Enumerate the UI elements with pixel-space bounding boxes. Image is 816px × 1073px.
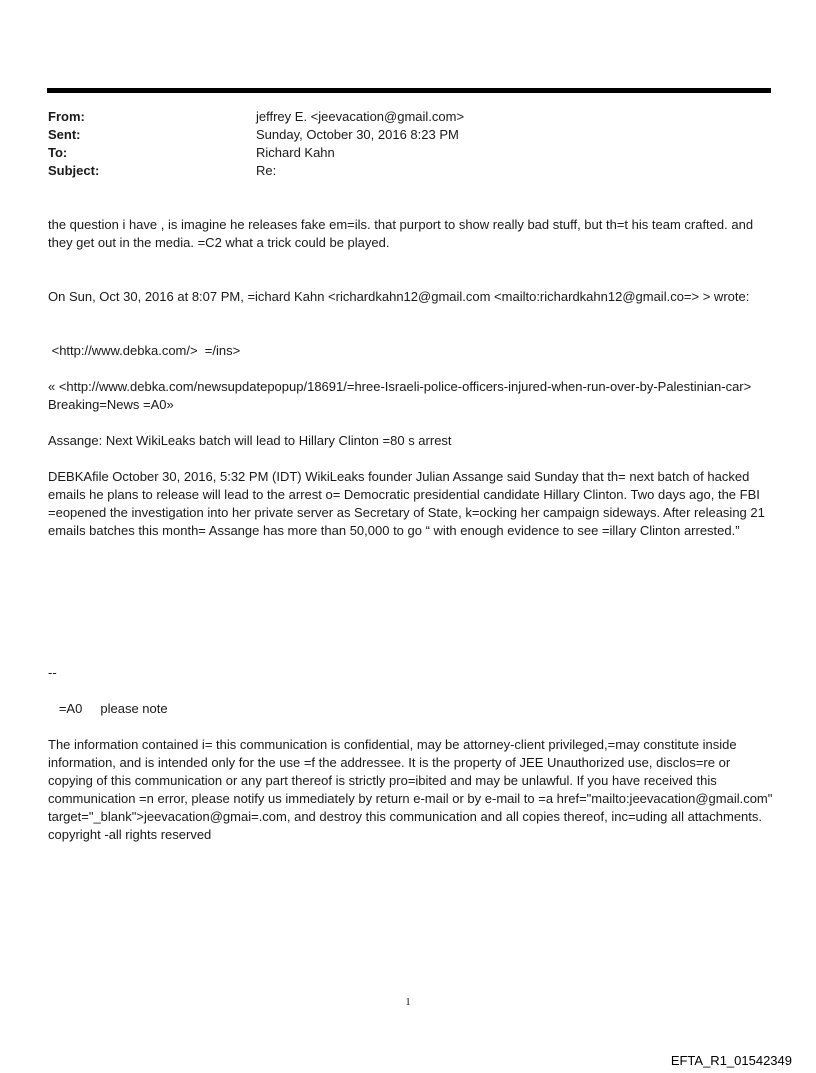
page-number: 1 <box>405 996 411 1008</box>
sent-label: Sent: <box>48 127 81 142</box>
article-body: DEBKAfile October 30, 2016, 5:32 PM (IDT) WikiLeaks founder Julian Assange said Sunday that th= next batch of hacked emails he plans to release will lead to the arrest o= Democratic presidential candidate Hillary Clinton. Two days ago, the FBI =eopened the investigation into her private server as Secretary of State, k=ocking her campaign sideways. After releasing 21 emails batches this month= Assange has more than 50,000 to go “ with enough evidence to see =illary Clinton arrested.” <box>48 469 765 538</box>
please-note-line: =A0 please note <box>48 701 168 716</box>
to-value: Richard Kahn <box>256 145 335 160</box>
sent-value: Sunday, October 30, 2016 8:23 PM <box>256 127 459 142</box>
from-value: jeffrey E. <jeevacation@gmail.com> <box>256 109 465 124</box>
subject-label: Subject: <box>48 163 100 178</box>
quote-header: On Sun, Oct 30, 2016 at 8:07 PM, =ichard Kahn <richardkahn12@gmail.com <mailto:richardkahn12@gmail.co=> > wrote: <box>48 289 750 304</box>
debka-link: <http://www.debka.com/> =/ins> <box>48 343 241 358</box>
reply-text: the question i have , is imagine he releases fake em=ils. that purport to show really bad stuff, but th=t his team crafted. and they get out in the media. =C2 what a trick could be played. <box>48 217 754 250</box>
header-rule <box>47 88 771 93</box>
from-label: From: <box>48 109 85 124</box>
breaking-news-line: « <http://www.debka.com/newsupdatepopup/18691/=hree-Israeli-police-officers-injured-when-run-over-by-Palestinian-car> Breaking=News =A0» <box>48 379 752 412</box>
article-headline: Assange: Next WikiLeaks batch will lead to Hillary Clinton =80 s arrest <box>48 433 452 448</box>
to-label: To: <box>48 145 68 160</box>
disclaimer-text: The information contained i= this communication is confidential, may be attorney-client privileged,=may constitute inside information, and is intended only for the use =f the addressee. It is the property of JEE Unauthorized use, disclos=re or copying of this communication or any part thereof is strictly pro=ibited and may be unlawful. If you have received this communication =n error, please notify us immediately by return e-mail or by e-mail to =a href="mailto:jeevacation@gmail.com" target="_blank">jeevacation@gmai=.com, and destroy this communication and all copies thereof, inc=uding all attachments. copyright -all rights reserved <box>48 737 773 842</box>
signature-dashes: -- <box>48 665 57 680</box>
document-id: EFTA_R1_01542349 <box>670 1053 792 1068</box>
subject-value: Re: <box>256 163 277 178</box>
